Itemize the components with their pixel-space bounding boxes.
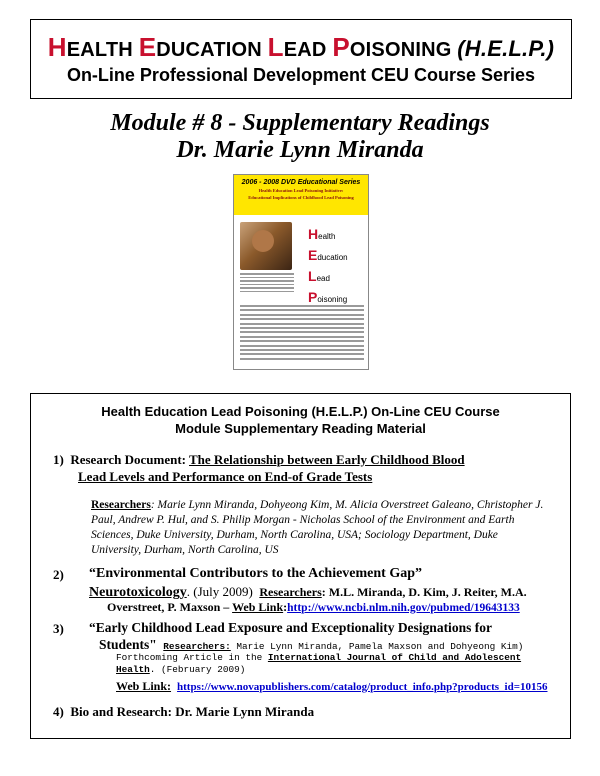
title-letter-p: P: [332, 32, 350, 62]
banner-title: [31, 32, 571, 63]
item3-forthcoming: Forthcoming Article in the: [116, 652, 268, 663]
item1-researchers-l4: University, Durham, North Carolina, US: [91, 544, 279, 556]
title-word-lead: EAD: [283, 39, 333, 61]
item2-weblink-label: Web Link: [232, 600, 284, 614]
reading-heading-line2: Module Supplementary Reading Material: [175, 421, 426, 436]
title-word-poisoning: OISONING: [349, 39, 458, 61]
item3-weblink-label: Web Link:: [116, 679, 172, 693]
item3-number: 3): [53, 621, 64, 636]
module-author: Dr. Marie Lynn Miranda: [176, 137, 424, 163]
title-acronym: (H.E.L.P.): [457, 36, 555, 61]
reading-material-box: [30, 393, 571, 739]
item2-number: 2): [53, 567, 64, 582]
item2-title: “Environmental Contributors to the Achievement Gap”: [89, 566, 423, 581]
item4-bio-link[interactable]: Bio and Research: Dr. Marie Lynn Miranda: [70, 704, 315, 719]
cover-photo: [240, 222, 292, 270]
banner-subtitle: On-Line Professional Development CEU Course Series: [66, 65, 536, 85]
item1-researchers-l3: Sciences, Duke University, Durham, North Carolina, USA; Sociology Department, Duke: [91, 529, 498, 541]
item3-title-l2: Students": [99, 637, 157, 652]
item2-line3: Overstreet, P. Maxson – Web Link:http://www.ncbi.nlm.nih.gov/pubmed/19643133: [107, 600, 520, 614]
item1-researchers-l1: Researchers: Marie Lynn Miranda, Dohyeong Kim, M. Alicia Overstreet Galeano, Christopher J.: [91, 499, 544, 511]
cover-subtitle-2: Educational Implications of Childhood Lead Poisoning: [248, 195, 354, 200]
item3-line4: [116, 664, 245, 676]
cover-help-p: Poisoning: [308, 289, 348, 305]
item3-date: . (February 2009): [149, 664, 246, 675]
item3-weblink[interactable]: https://www.novapublishers.com/catalog/product_info.php?products_id=10156: [177, 681, 548, 693]
dvd-cover-image: [233, 174, 369, 370]
item3-researchers-label: Researchers:: [163, 641, 231, 652]
item2-journal: Neurotoxicology: [89, 585, 187, 600]
reading-heading: [31, 403, 570, 437]
cover-help-acronym: [308, 225, 348, 309]
item3-journal: International Journal of Child and Adolescent: [267, 652, 522, 663]
module-title-line1: Module # 8 - Supplementary Readings: [110, 110, 490, 136]
cover-help-l: Lead: [308, 268, 330, 284]
cover-caption-lines: [240, 273, 294, 294]
item1-researchers-l2: Paul, Andrew P. Hul, and S. Philip Morgan - Nicholas School of the Environment and Earth: [91, 514, 515, 526]
cover-series-title: 2006 - 2008 DVD Educational Series: [241, 179, 361, 186]
item1-researchers: [91, 498, 561, 558]
item1-number: 1): [53, 452, 64, 467]
title-word-education: DUCATION: [156, 39, 268, 61]
title-letter-h: H: [47, 32, 67, 62]
reading-heading-line1: Health Education Lead Poisoning (H.E.L.P.) On-Line CEU Course: [101, 404, 500, 419]
item3-journal-l2: Health: [116, 664, 150, 675]
item4-line: [53, 703, 314, 720]
item1-title-link[interactable]: The Relationship between Early Childhood Blood: [189, 452, 465, 467]
item3-line3: [116, 652, 521, 664]
cover-yellow-banner: [234, 175, 368, 215]
title-letter-e: E: [138, 32, 157, 62]
item2-weblink[interactable]: http://www.ncbi.nlm.nih.gov/pubmed/19643133: [287, 602, 520, 614]
item3-line2: [99, 636, 523, 653]
cover-body-text-lines: [240, 305, 364, 362]
item1-prefix: Research Document:: [70, 452, 190, 467]
item4-number: 4): [53, 704, 64, 719]
item3-title-l1: “Early Childhood Lead Exposure and Exceptionality Designations for: [89, 620, 492, 635]
cover-help-h: Health: [308, 226, 336, 242]
header-banner: [30, 19, 572, 99]
item1-researchers-label: Researchers: [91, 499, 151, 511]
item2-researchers-l2: Overstreet, P. Maxson –: [107, 600, 233, 614]
item3-line5: [116, 678, 548, 696]
item2-date: . (July 2009): [186, 584, 253, 599]
item2-researchers: : M.L. Miranda, D. Kim, J. Reiter, M.A.: [321, 585, 527, 599]
item3-researchers: Marie Lynn Miranda, Pamela Maxson and Dohyeong Kim): [230, 641, 524, 652]
title-letter-l: L: [267, 32, 284, 62]
item2-researchers-label: Researchers: [259, 585, 322, 599]
title-word-health: EALTH: [66, 39, 139, 61]
cover-help-e: Education: [308, 247, 348, 263]
module-title: [0, 110, 600, 164]
cover-subtitle-1: Health Education Lead Poisoning Initiative:: [258, 188, 344, 193]
item1-line1: [53, 451, 465, 468]
item1-title-link-line2[interactable]: Lead Levels and Performance on End-of Grade Tests: [78, 469, 373, 484]
